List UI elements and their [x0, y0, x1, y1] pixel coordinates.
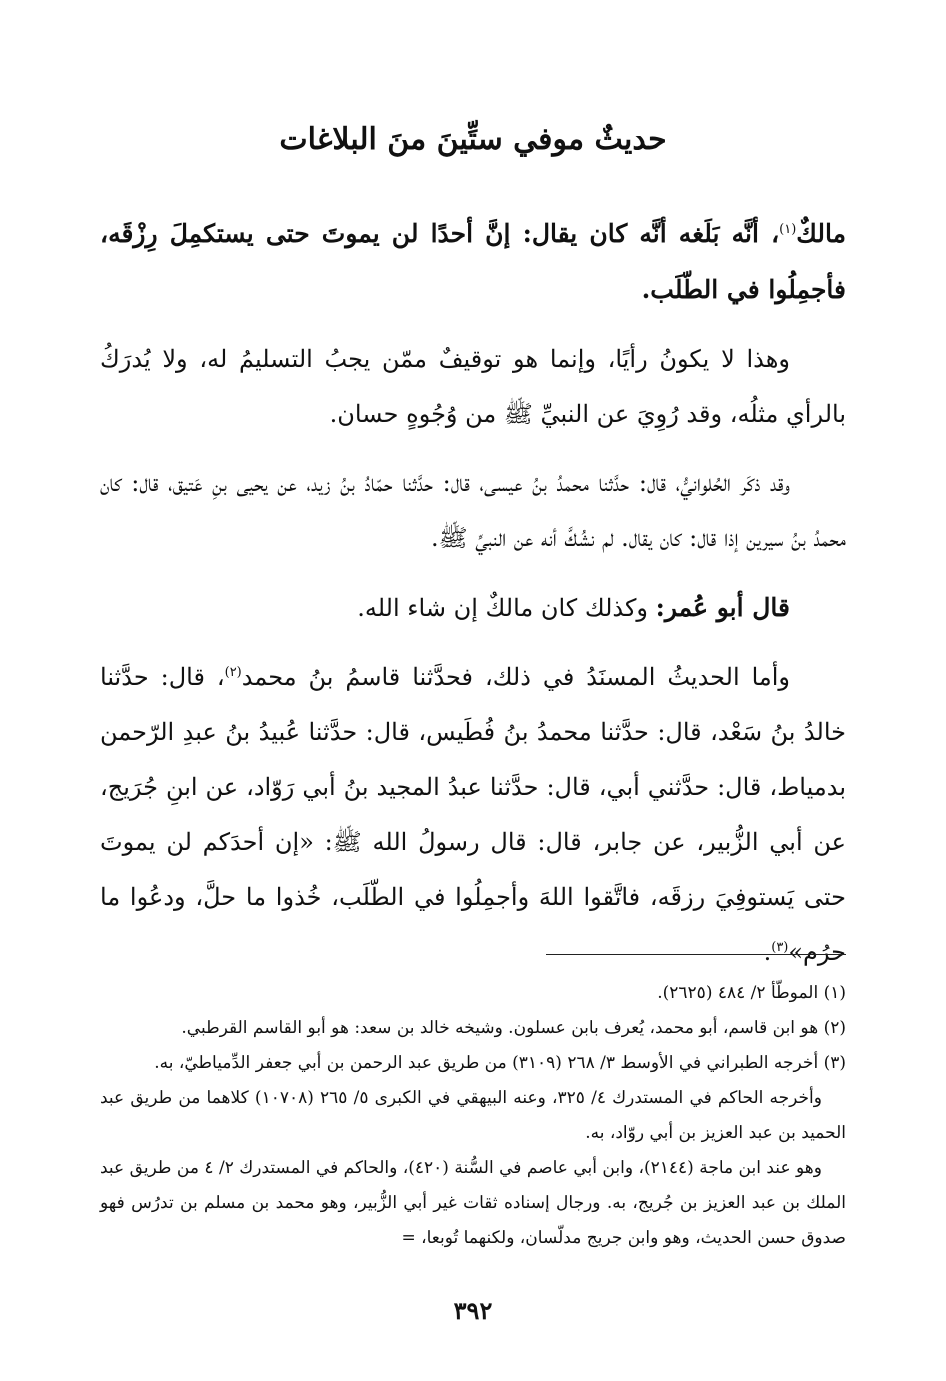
page-number: ٣٩٢ [453, 1296, 493, 1325]
paragraph-1-text: ، أنَّه بَلَغه أنَّه كان يقال: إنَّ أحدًا لن يموتَ حتى يستكمِلَ رِزْقَه، فأجمِلُوا في الطّلَب. [100, 219, 846, 304]
paragraph-1 [100, 206, 846, 318]
paragraph-3 [100, 456, 846, 566]
paragraph-4-text: وكذلك كان مالكٌ إن شاء الله. [357, 594, 656, 622]
paragraph-5-text-a: وأما الحديثُ المسنَدُ في ذلك، فحدَّثنا قاسمُ بنُ محمد [241, 663, 790, 691]
paragraph-2 [100, 332, 846, 442]
footnote-marker-2[interactable]: (٢) [224, 665, 242, 680]
main-text [100, 206, 846, 994]
paragraph-2-text: وهذا لا يكونُ رأيًا، وإنما هو توقيفٌ ممّن يجبُ التسليمُ له، ولا يُدرَكُ بالرأي مثلُه، وقد رُوِيَ عن النبيِّ ﷺ من وُجُوهٍ حسان. [100, 345, 846, 428]
footnote-marker-1[interactable]: (١) [779, 222, 797, 237]
footnote-3: (٣) أخرجه الطبراني في الأوسط ٣/ ٢٦٨ (٣١٠٩) من طريق عبد الرحمن بن أبي جعفر الدِّمياطيّ، به. [154, 1053, 846, 1073]
section-title: حديثٌ موفي ستِّينَ منَ البلاغات [279, 122, 667, 157]
paragraph-5-text-c: . [763, 938, 772, 966]
paragraph-3-text: وقد ذكَر الحُلوانيُّ، قال: حدَّثنا محمدُ بنُ عيسى، قال: حدَّثنا حمّادُ بنُ زيد، عن يحيى بنِ عَتيق، قال: كان محمدُ بنُ سيرين إذا قال: كان يقال. لم نشُكَّ أنه عن النبيِّ ﷺ. [100, 469, 846, 552]
footnote-1: (١) الموطّأ ٢/ ٤٨٤ (٢٦٢٥). [657, 983, 846, 1003]
footnote-3-continued-2: وهو عند ابن ماجة (٢١٤٤)، وابن أبي عاصم في السُّنة (٤٢٠)، والحاكم في المستدرك ٢/ ٤ من طريق عبد الملك بن عبد العزيز بن جُريج، به. ورجال إسناده ثقات غير أبي الزُّبير، وهو محمد بن مسلم بن تدرُس فهو صدوق حسن الحديث، وهو وابن جريج مدلّسان، ولكنهما تُوبعا، = [100, 1158, 846, 1248]
footnote-separator [546, 954, 846, 955]
paragraph-4-lead: قال أبو عُمر: [655, 593, 790, 622]
footnote-marker-3[interactable]: (٣) [771, 940, 789, 955]
footnotes [100, 976, 846, 1256]
paragraph-5-text-b: ، قال: حدَّثنا خالدُ بنُ سَعْد، قال: حدَّثنا محمدُ بنُ فُطَيس، قال: حدَّثنا عُبيدُ بنُ عبدِ الرّحمن بدمياط، قال: حدَّثني أبي، قال: حدَّثنا عبدُ المجيد بنُ أبي رَوّاد، عن ابنِ جُرَيج، عن أبي الزُّبير، عن جابر، قال: قال رسولُ الله ﷺ: «إن أحدَكم لن يموتَ حتى يَستوفِيَ رزقَه، فاتَّقوا اللهَ وأجمِلُوا في الطّلَب، خُذوا ما حلَّ، ودعُوا ما حرُم» [100, 663, 846, 966]
paragraph-4 [100, 580, 846, 636]
paragraph-5 [100, 650, 846, 980]
footnote-3-continued-1: وأخرجه الحاكم في المستدرك ٤/ ٣٢٥، وعنه البيهقي في الكبرى ٥/ ٢٦٥ (١٠٧٠٨) كلاهما من طريق عبد الحميد بن عبد العزيز بن أبي روّاد، به. [100, 1088, 846, 1143]
footnote-2: (٢) هو ابن قاسم، أبو محمد، يُعرف بابن عسلون. وشيخه خالد بن سعد: هو أبو القاسم القرطبي. [181, 1018, 846, 1038]
paragraph-1-lead: مالكٌ [796, 219, 846, 248]
